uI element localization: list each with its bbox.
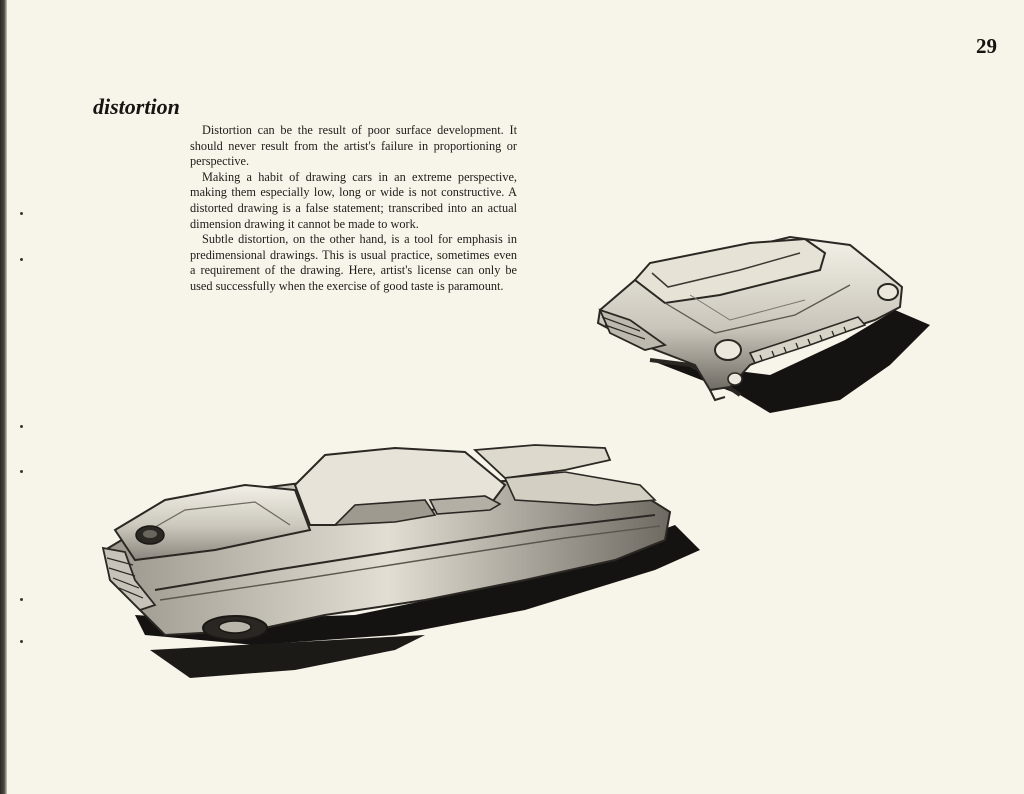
paragraph-2: Making a habit of drawing cars in an extreme perspective, making them especially low, long or wide is not constructive. A distorted drawing is a false statement; transcribed into an actual dimension drawing it cannot be made to work. [190,169,517,231]
section-heading: distortion [93,94,180,119]
binding-hole [20,598,23,601]
binding-hole [20,212,23,215]
page-number: 29 [976,34,997,58]
paragraph-3: Subtle distortion, on the other hand, is a tool for emphasis in predimensional drawings. This is usual practice, sometimes even a requirement of the drawing. Here, artist's license can only be used successfully when the exercise of good taste is paramount. [190,232,517,293]
paragraph-1: Distortion can be the result of poor surface development. It should never result from the artist's failure in proportioning or perspective. [190,123,517,169]
binding-hole [20,258,23,261]
car-rear-sketch-icon [590,225,935,420]
binding-hole [20,640,23,643]
body-text [190,123,517,295]
book-spine [0,0,7,794]
car-side-sketch-icon [95,430,705,685]
binding-hole [20,425,23,428]
binding-hole [20,470,23,473]
